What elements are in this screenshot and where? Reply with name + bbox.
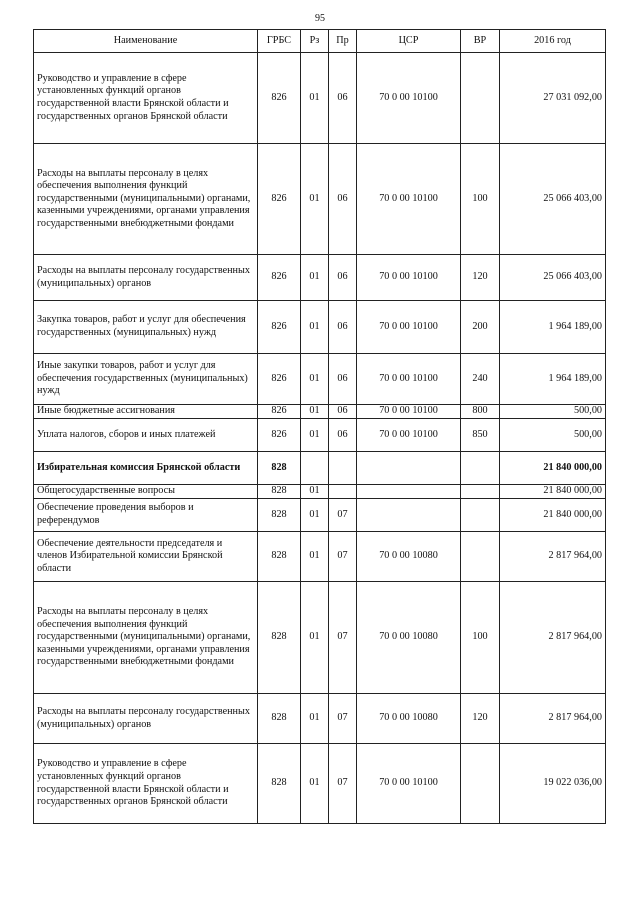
table-row bbox=[34, 354, 606, 405]
row-rz: 01 bbox=[301, 255, 329, 301]
row-grbs: 828 bbox=[258, 744, 301, 824]
row-vr: 800 bbox=[461, 405, 500, 419]
budget-table bbox=[33, 29, 606, 824]
row-pr: 06 bbox=[329, 354, 357, 405]
row-pr: 06 bbox=[329, 255, 357, 301]
row-name: Закупка товаров, работ и услуг для обеспечения государственных (муниципальных) нужд bbox=[34, 301, 258, 354]
row-csr: 70 0 00 10100 bbox=[357, 53, 461, 144]
header-vr: ВР bbox=[461, 30, 500, 53]
row-pr: 07 bbox=[329, 744, 357, 824]
row-rz: 01 bbox=[301, 144, 329, 255]
row-vr: 120 bbox=[461, 694, 500, 744]
row-rz: 01 bbox=[301, 485, 329, 499]
row-vr: 100 bbox=[461, 582, 500, 694]
row-csr bbox=[357, 452, 461, 485]
row-vr: 850 bbox=[461, 419, 500, 452]
row-rz: 01 bbox=[301, 419, 329, 452]
row-grbs: 828 bbox=[258, 499, 301, 532]
table-row bbox=[34, 582, 606, 694]
row-pr: 07 bbox=[329, 499, 357, 532]
row-name: Иные бюджетные ассигнования bbox=[34, 405, 258, 419]
table-row bbox=[34, 419, 606, 452]
page-number: 95 bbox=[315, 13, 325, 24]
row-grbs: 826 bbox=[258, 301, 301, 354]
row-rz: 01 bbox=[301, 354, 329, 405]
table-row bbox=[34, 485, 606, 499]
table-header-row bbox=[34, 30, 606, 53]
table-row bbox=[34, 144, 606, 255]
table-row bbox=[34, 53, 606, 144]
table-row bbox=[34, 405, 606, 419]
row-amount: 2 817 964,00 bbox=[500, 582, 606, 694]
row-amount: 21 840 000,00 bbox=[500, 499, 606, 532]
row-pr bbox=[329, 485, 357, 499]
row-rz bbox=[301, 452, 329, 485]
row-pr: 07 bbox=[329, 532, 357, 582]
row-rz: 01 bbox=[301, 53, 329, 144]
row-csr: 70 0 00 10100 bbox=[357, 354, 461, 405]
row-csr: 70 0 00 10080 bbox=[357, 694, 461, 744]
row-name: Избирательная комиссия Брянской области bbox=[34, 452, 258, 485]
row-vr bbox=[461, 452, 500, 485]
row-rz: 01 bbox=[301, 532, 329, 582]
row-name: Расходы на выплаты персоналу государственных (муниципальных) органов bbox=[34, 255, 258, 301]
table-row bbox=[34, 744, 606, 824]
header-grbs: ГРБС bbox=[258, 30, 301, 53]
row-amount: 25 066 403,00 bbox=[500, 255, 606, 301]
row-csr: 70 0 00 10100 bbox=[357, 301, 461, 354]
row-amount: 21 840 000,00 bbox=[500, 485, 606, 499]
row-grbs: 826 bbox=[258, 405, 301, 419]
row-pr bbox=[329, 452, 357, 485]
table-row bbox=[34, 499, 606, 532]
row-grbs: 826 bbox=[258, 419, 301, 452]
row-amount: 500,00 bbox=[500, 419, 606, 452]
row-csr: 70 0 00 10100 bbox=[357, 255, 461, 301]
header-name: Наименование bbox=[34, 30, 258, 53]
row-vr: 100 bbox=[461, 144, 500, 255]
row-name: Расходы на выплаты персоналу в целях обеспечения выполнения функций государственными (муниципальными) органами, казенными учреждениями, органами управления государственными внебюджетными фондами bbox=[34, 144, 258, 255]
row-name: Руководство и управление в сфере установленных функций органов государственной власти Брянской области и государственных органов Брянской области bbox=[34, 53, 258, 144]
row-name: Обеспечение деятельности председателя и членов Избирательной комиссии Брянской области bbox=[34, 532, 258, 582]
row-rz: 01 bbox=[301, 499, 329, 532]
row-grbs: 828 bbox=[258, 582, 301, 694]
row-amount: 25 066 403,00 bbox=[500, 144, 606, 255]
row-grbs: 826 bbox=[258, 255, 301, 301]
row-grbs: 828 bbox=[258, 452, 301, 485]
row-grbs: 826 bbox=[258, 354, 301, 405]
row-rz: 01 bbox=[301, 582, 329, 694]
row-pr: 06 bbox=[329, 144, 357, 255]
table-row bbox=[34, 255, 606, 301]
row-grbs: 828 bbox=[258, 532, 301, 582]
row-vr bbox=[461, 485, 500, 499]
row-vr bbox=[461, 744, 500, 824]
row-csr bbox=[357, 499, 461, 532]
row-rz: 01 bbox=[301, 301, 329, 354]
row-vr bbox=[461, 499, 500, 532]
row-vr: 120 bbox=[461, 255, 500, 301]
table-row bbox=[34, 532, 606, 582]
row-rz: 01 bbox=[301, 694, 329, 744]
row-csr: 70 0 00 10080 bbox=[357, 582, 461, 694]
row-name: Общегосударственные вопросы bbox=[34, 485, 258, 499]
row-amount: 27 031 092,00 bbox=[500, 53, 606, 144]
row-rz: 01 bbox=[301, 405, 329, 419]
row-amount: 1 964 189,00 bbox=[500, 301, 606, 354]
row-grbs: 828 bbox=[258, 485, 301, 499]
table-row bbox=[34, 452, 606, 485]
row-name: Иные закупки товаров, работ и услуг для обеспечения государственных (муниципальных) нужд bbox=[34, 354, 258, 405]
row-rz: 01 bbox=[301, 744, 329, 824]
row-pr: 06 bbox=[329, 301, 357, 354]
row-amount: 2 817 964,00 bbox=[500, 532, 606, 582]
row-amount: 21 840 000,00 bbox=[500, 452, 606, 485]
row-csr: 70 0 00 10100 bbox=[357, 144, 461, 255]
row-amount: 1 964 189,00 bbox=[500, 354, 606, 405]
table-row bbox=[34, 301, 606, 354]
row-name: Расходы на выплаты персоналу государственных (муниципальных) органов bbox=[34, 694, 258, 744]
row-pr: 07 bbox=[329, 694, 357, 744]
row-pr: 07 bbox=[329, 582, 357, 694]
row-pr: 06 bbox=[329, 419, 357, 452]
header-pr: Пр bbox=[329, 30, 357, 53]
row-amount: 19 022 036,00 bbox=[500, 744, 606, 824]
row-amount: 2 817 964,00 bbox=[500, 694, 606, 744]
row-grbs: 826 bbox=[258, 53, 301, 144]
row-name: Руководство и управление в сфере установленных функций органов государственной власти Брянской области и государственных органов Брянской области bbox=[34, 744, 258, 824]
row-csr: 70 0 00 10100 bbox=[357, 405, 461, 419]
row-amount: 500,00 bbox=[500, 405, 606, 419]
row-csr: 70 0 00 10100 bbox=[357, 419, 461, 452]
row-csr bbox=[357, 485, 461, 499]
row-pr: 06 bbox=[329, 53, 357, 144]
row-csr: 70 0 00 10100 bbox=[357, 744, 461, 824]
row-name: Уплата налогов, сборов и иных платежей bbox=[34, 419, 258, 452]
row-vr bbox=[461, 532, 500, 582]
row-vr bbox=[461, 53, 500, 144]
row-grbs: 826 bbox=[258, 144, 301, 255]
row-pr: 06 bbox=[329, 405, 357, 419]
row-vr: 240 bbox=[461, 354, 500, 405]
row-name: Расходы на выплаты персоналу в целях обеспечения выполнения функций государственными (муниципальными) органами, казенными учреждениями, органами управления государственными внебюджетными фондами bbox=[34, 582, 258, 694]
header-csr: ЦСР bbox=[357, 30, 461, 53]
row-name: Обеспечение проведения выборов и референдумов bbox=[34, 499, 258, 532]
table-row bbox=[34, 694, 606, 744]
row-grbs: 828 bbox=[258, 694, 301, 744]
row-vr: 200 bbox=[461, 301, 500, 354]
header-rz: Рз bbox=[301, 30, 329, 53]
header-amount: 2016 год bbox=[500, 30, 606, 53]
row-csr: 70 0 00 10080 bbox=[357, 532, 461, 582]
